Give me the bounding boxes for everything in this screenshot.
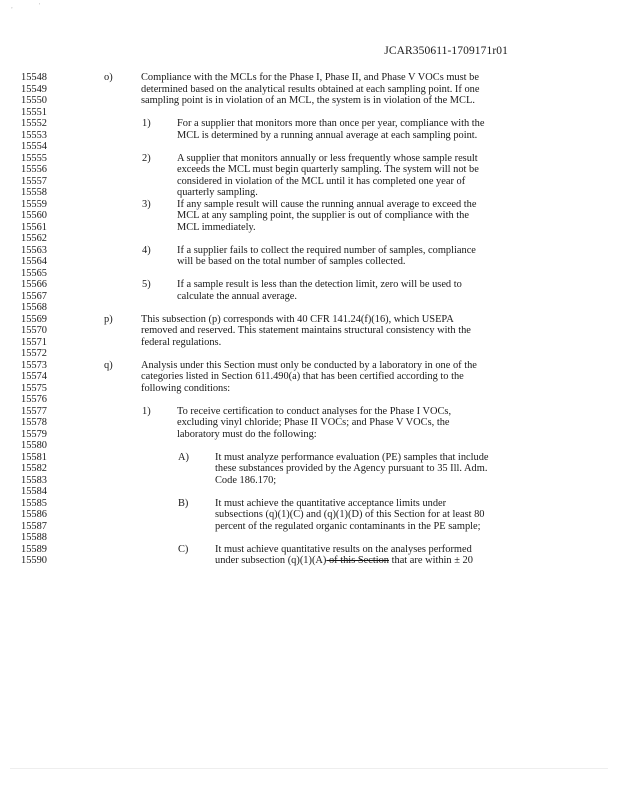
- line-text-main: If a sample result is less than the detection limit, zero will be used to: [177, 279, 462, 290]
- subsection-label: A): [178, 451, 189, 463]
- line-number: 15576: [21, 394, 47, 405]
- line-text: [177, 245, 476, 257]
- line-number: 15571: [21, 336, 47, 348]
- text-line: [0, 118, 618, 130]
- line-text: [177, 210, 469, 222]
- page-bottom-rule: [10, 768, 608, 769]
- line-text-main: sampling point is in violation of an MCL, the system is in violation of the MCL.: [141, 95, 475, 106]
- line-text: [177, 199, 476, 211]
- line-text: [177, 429, 317, 441]
- line-numbered-body: [0, 72, 618, 567]
- line-text: [177, 406, 451, 418]
- line-number: 15590: [21, 555, 47, 566]
- line-text: [141, 337, 221, 349]
- text-line: [0, 498, 618, 510]
- line-text: [215, 463, 487, 475]
- line-text: [215, 544, 472, 556]
- line-text: [177, 187, 258, 199]
- text-line: [0, 486, 618, 498]
- text-line: [0, 417, 618, 429]
- line-text-main: MCL immediately.: [177, 221, 256, 233]
- text-line: [0, 72, 618, 84]
- text-line: [0, 107, 618, 119]
- struck-text: of this Section: [326, 555, 390, 566]
- line-text-main: subsections (q)(1)(C) and (q)(1)(D) of this Section for at least 80: [215, 509, 485, 520]
- line-text: [141, 84, 479, 96]
- line-text-main: A supplier that monitors annually or less frequently whose sample result: [177, 152, 478, 164]
- line-number: 15551: [21, 106, 47, 118]
- line-text-main: these substances provided by the Agency pursuant to 35 Ill. Adm.: [215, 463, 488, 474]
- line-text-main: Code 186.170;: [215, 474, 277, 486]
- line-number: 15578: [21, 417, 47, 428]
- line-text-main: determined based on the analytical results obtained at each sampling point. If one: [141, 83, 480, 95]
- line-number: 15583: [21, 474, 47, 486]
- line-number: 15550: [21, 95, 47, 106]
- text-line: [0, 302, 618, 314]
- line-number: 15555: [21, 152, 47, 164]
- text-line: [0, 544, 618, 556]
- text-line: [0, 314, 618, 326]
- line-text: [141, 325, 471, 337]
- line-number: 15557: [21, 175, 47, 187]
- line-number: 15556: [21, 164, 47, 175]
- line-number: 15584: [21, 486, 47, 497]
- line-number: 15570: [21, 325, 47, 336]
- text-line: [0, 187, 618, 199]
- line-number: 15585: [21, 497, 47, 509]
- line-text: [215, 498, 446, 510]
- line-number: 15579: [21, 428, 47, 440]
- line-text-main: Compliance with the MCLs for the Phase I, Phase II, and Phase V VOCs must be: [141, 72, 479, 83]
- text-line: [0, 337, 618, 349]
- line-text: [215, 452, 489, 464]
- text-line: [0, 360, 618, 372]
- text-line: [0, 233, 618, 245]
- subsection-label: B): [178, 497, 189, 509]
- line-text-main: considered in violation of the MCL until it has completed one year of: [177, 175, 466, 187]
- text-line: [0, 452, 618, 464]
- subsection-label: 1): [142, 405, 151, 417]
- line-number: 15553: [21, 129, 47, 141]
- line-text-main: federal regulations.: [141, 336, 222, 348]
- text-line: [0, 394, 618, 406]
- text-line: [0, 153, 618, 165]
- line-number: 15563: [21, 244, 47, 256]
- line-text-main: under subsection (q)(1)(A): [215, 555, 327, 566]
- line-text: [177, 417, 450, 429]
- text-line: [0, 463, 618, 475]
- line-text-main: excluding vinyl chloride; Phase II VOCs; and Phase V VOCs, the: [177, 417, 450, 428]
- subsection-label: 1): [142, 118, 151, 129]
- line-text-main: calculate the annual average.: [177, 290, 297, 302]
- line-number: 15558: [21, 187, 47, 198]
- text-line: [0, 475, 618, 487]
- line-number: 15552: [21, 118, 47, 129]
- text-line: [0, 440, 618, 452]
- line-text-main: laboratory must do the following:: [177, 428, 317, 440]
- line-text-main: exceeds the MCL must begin quarterly sampling. The system will not be: [177, 164, 479, 175]
- text-line: [0, 406, 618, 418]
- text-line: [0, 279, 618, 291]
- line-text: [177, 118, 484, 130]
- line-text-main: This subsection (p) corresponds with 40 CFR 141.24(f)(16), which USEPA: [141, 313, 454, 325]
- line-text: [177, 176, 465, 188]
- text-line: [0, 245, 618, 257]
- line-number: 15588: [21, 532, 47, 543]
- line-text: [215, 475, 276, 487]
- line-text: [215, 521, 481, 533]
- line-text: [215, 509, 485, 521]
- line-number: 15574: [21, 371, 47, 382]
- line-text-tail: that are within ± 20: [389, 555, 473, 566]
- line-text-main: It must analyze performance evaluation (PE) samples that include: [215, 451, 489, 463]
- line-text: [215, 555, 473, 567]
- line-text: [177, 291, 297, 303]
- line-text: [141, 360, 477, 372]
- line-number: 15575: [21, 382, 47, 394]
- subsection-label: 3): [142, 198, 151, 210]
- line-text: [177, 279, 462, 291]
- line-text-main: MCL is determined by a running annual average at each sampling point.: [177, 129, 478, 141]
- subsection-label: 4): [142, 244, 151, 256]
- subsection-label: C): [178, 543, 189, 555]
- line-number: 15577: [21, 405, 47, 417]
- line-text-main: MCL at any sampling point, the supplier is out of compliance with the: [177, 210, 469, 221]
- line-text: [177, 164, 479, 176]
- text-line: [0, 164, 618, 176]
- document-id-header: JCAR350611-1709171r01: [384, 45, 508, 57]
- line-text: [177, 153, 478, 165]
- text-line: [0, 348, 618, 360]
- line-number: 15567: [21, 290, 47, 302]
- line-text-main: Analysis under this Section must only be conducted by a laboratory in one of the: [141, 359, 477, 371]
- text-line: [0, 291, 618, 303]
- subsection-label: p): [104, 313, 113, 325]
- line-text: [177, 130, 477, 142]
- text-line: [0, 141, 618, 153]
- line-text: [141, 314, 454, 326]
- line-text: [141, 72, 479, 84]
- line-number: 15569: [21, 313, 47, 325]
- text-line: [0, 268, 618, 280]
- line-text-main: For a supplier that monitors more than once per year, compliance with the: [177, 118, 485, 129]
- line-text-main: following conditions:: [141, 382, 231, 394]
- text-line: [0, 371, 618, 383]
- text-line: [0, 84, 618, 96]
- text-line: [0, 256, 618, 268]
- text-line: [0, 130, 618, 142]
- subsection-label: o): [104, 72, 113, 83]
- text-line: [0, 509, 618, 521]
- line-number: 15573: [21, 359, 47, 371]
- line-text-main: It must achieve quantitative results on the analyses performed: [215, 543, 472, 555]
- line-number: 15580: [21, 440, 47, 451]
- text-line: [0, 521, 618, 533]
- line-number: 15589: [21, 543, 47, 555]
- text-line: [0, 210, 618, 222]
- line-text: [141, 95, 475, 107]
- line-number: 15561: [21, 221, 47, 233]
- text-line: [0, 176, 618, 188]
- line-text: [141, 383, 230, 395]
- line-number: 15566: [21, 279, 47, 290]
- line-text-main: removed and reserved. This statement maintains structural consistency with the: [141, 325, 471, 336]
- line-text-main: quarterly sampling.: [177, 187, 258, 198]
- text-line: [0, 383, 618, 395]
- text-line: [0, 325, 618, 337]
- subsection-label: 2): [142, 152, 151, 164]
- text-line: [0, 222, 618, 234]
- line-number: 15586: [21, 509, 47, 520]
- text-line: [0, 532, 618, 544]
- text-line: [0, 429, 618, 441]
- subsection-label: 5): [142, 279, 151, 290]
- line-number: 15559: [21, 198, 47, 210]
- line-number: 15581: [21, 451, 47, 463]
- line-text-main: will be based on the total number of samples collected.: [177, 256, 406, 267]
- line-number: 15562: [21, 233, 47, 244]
- line-number: 15549: [21, 83, 47, 95]
- line-text: [177, 256, 406, 268]
- line-text-main: If a supplier fails to collect the required number of samples, compliance: [177, 244, 476, 256]
- line-text: [177, 222, 256, 234]
- line-number: 15572: [21, 348, 47, 359]
- text-line: [0, 199, 618, 211]
- line-text: [141, 371, 464, 383]
- line-text-main: If any sample result will cause the running annual average to exceed the: [177, 198, 477, 210]
- subsection-label: q): [104, 359, 113, 371]
- line-number: 15565: [21, 267, 47, 279]
- line-text-main: percent of the regulated organic contaminants in the PE sample;: [215, 520, 481, 532]
- line-number: 15548: [21, 72, 47, 83]
- line-number: 15560: [21, 210, 47, 221]
- stray-mark: ': [39, 2, 41, 10]
- line-text-main: It must achieve the quantitative acceptance limits under: [215, 497, 447, 509]
- line-number: 15582: [21, 463, 47, 474]
- line-text-main: To receive certification to conduct analyses for the Phase I VOCs,: [177, 405, 452, 417]
- line-number: 15564: [21, 256, 47, 267]
- text-line: [0, 95, 618, 107]
- line-text-main: categories listed in Section 611.490(a) that has been certified according to the: [141, 371, 464, 382]
- stray-mark: ,: [11, 2, 13, 10]
- line-number: 15568: [21, 302, 47, 313]
- line-number: 15587: [21, 520, 47, 532]
- text-line: [0, 555, 618, 567]
- line-number: 15554: [21, 141, 47, 152]
